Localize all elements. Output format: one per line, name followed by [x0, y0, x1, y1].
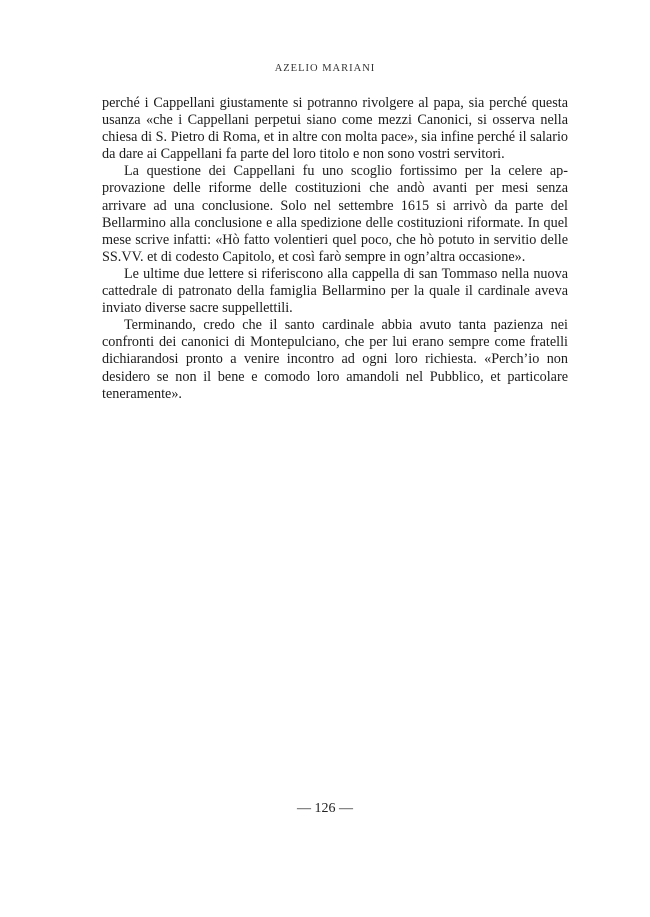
paragraph-2: La questione dei Cappellani fu uno scoglio fortissimo per la celere approvazione delle riforme delle costituzioni che andò avanti per mesi senza arrivare ad una conclusione. Solo nel settembre 1615 si arrivò da parte del Bellarmino alla conclusione e alla spedizione delle costituzioni riformate. In quel mese scrive infatti: «Hò fatto volentieri quel poco, che hò potuto in servitio delle SS.VV. et di codesto Capitolo, et così farò sempre in ogn’altra occasione».	[102, 163, 568, 265]
paragraph-3: Le ultime due lettere si riferiscono alla cappella di san Tommaso nella nuova cattedrale di patronato della famiglia Bellarmino per la quale il cardinale aveva inviato diverse sacre suppellettili.	[102, 265, 568, 317]
running-head: AZELIO MARIANI	[274, 63, 376, 74]
page-number: — 126 —	[297, 801, 353, 816]
paragraph-4: Terminando, credo che il santo cardinale abbia avuto tanta pazienza nei confronti dei canonici di Montepulciano, che per lui erano sempre come fratelli dichiarandosi pronto a venire incontro ad ogni loro richiesta. «Perch’io non desidero se non il bene e comodo loro amandoli nel Pubblico, et particolare teneramente».	[102, 317, 568, 402]
body-text	[102, 95, 568, 403]
paragraph-1: perché i Cappellani giustamente si potranno rivolgere al papa, sia perché questa usanza «che i Cappellani perpetui siano come mezzi Canonici, si osserva nella chiesa di S. Pietro di Roma, et in altre con molta pace», sia infine perché il salario da dare ai Cappellani fa parte del loro titolo e non sono vostri servitori.	[102, 95, 568, 163]
